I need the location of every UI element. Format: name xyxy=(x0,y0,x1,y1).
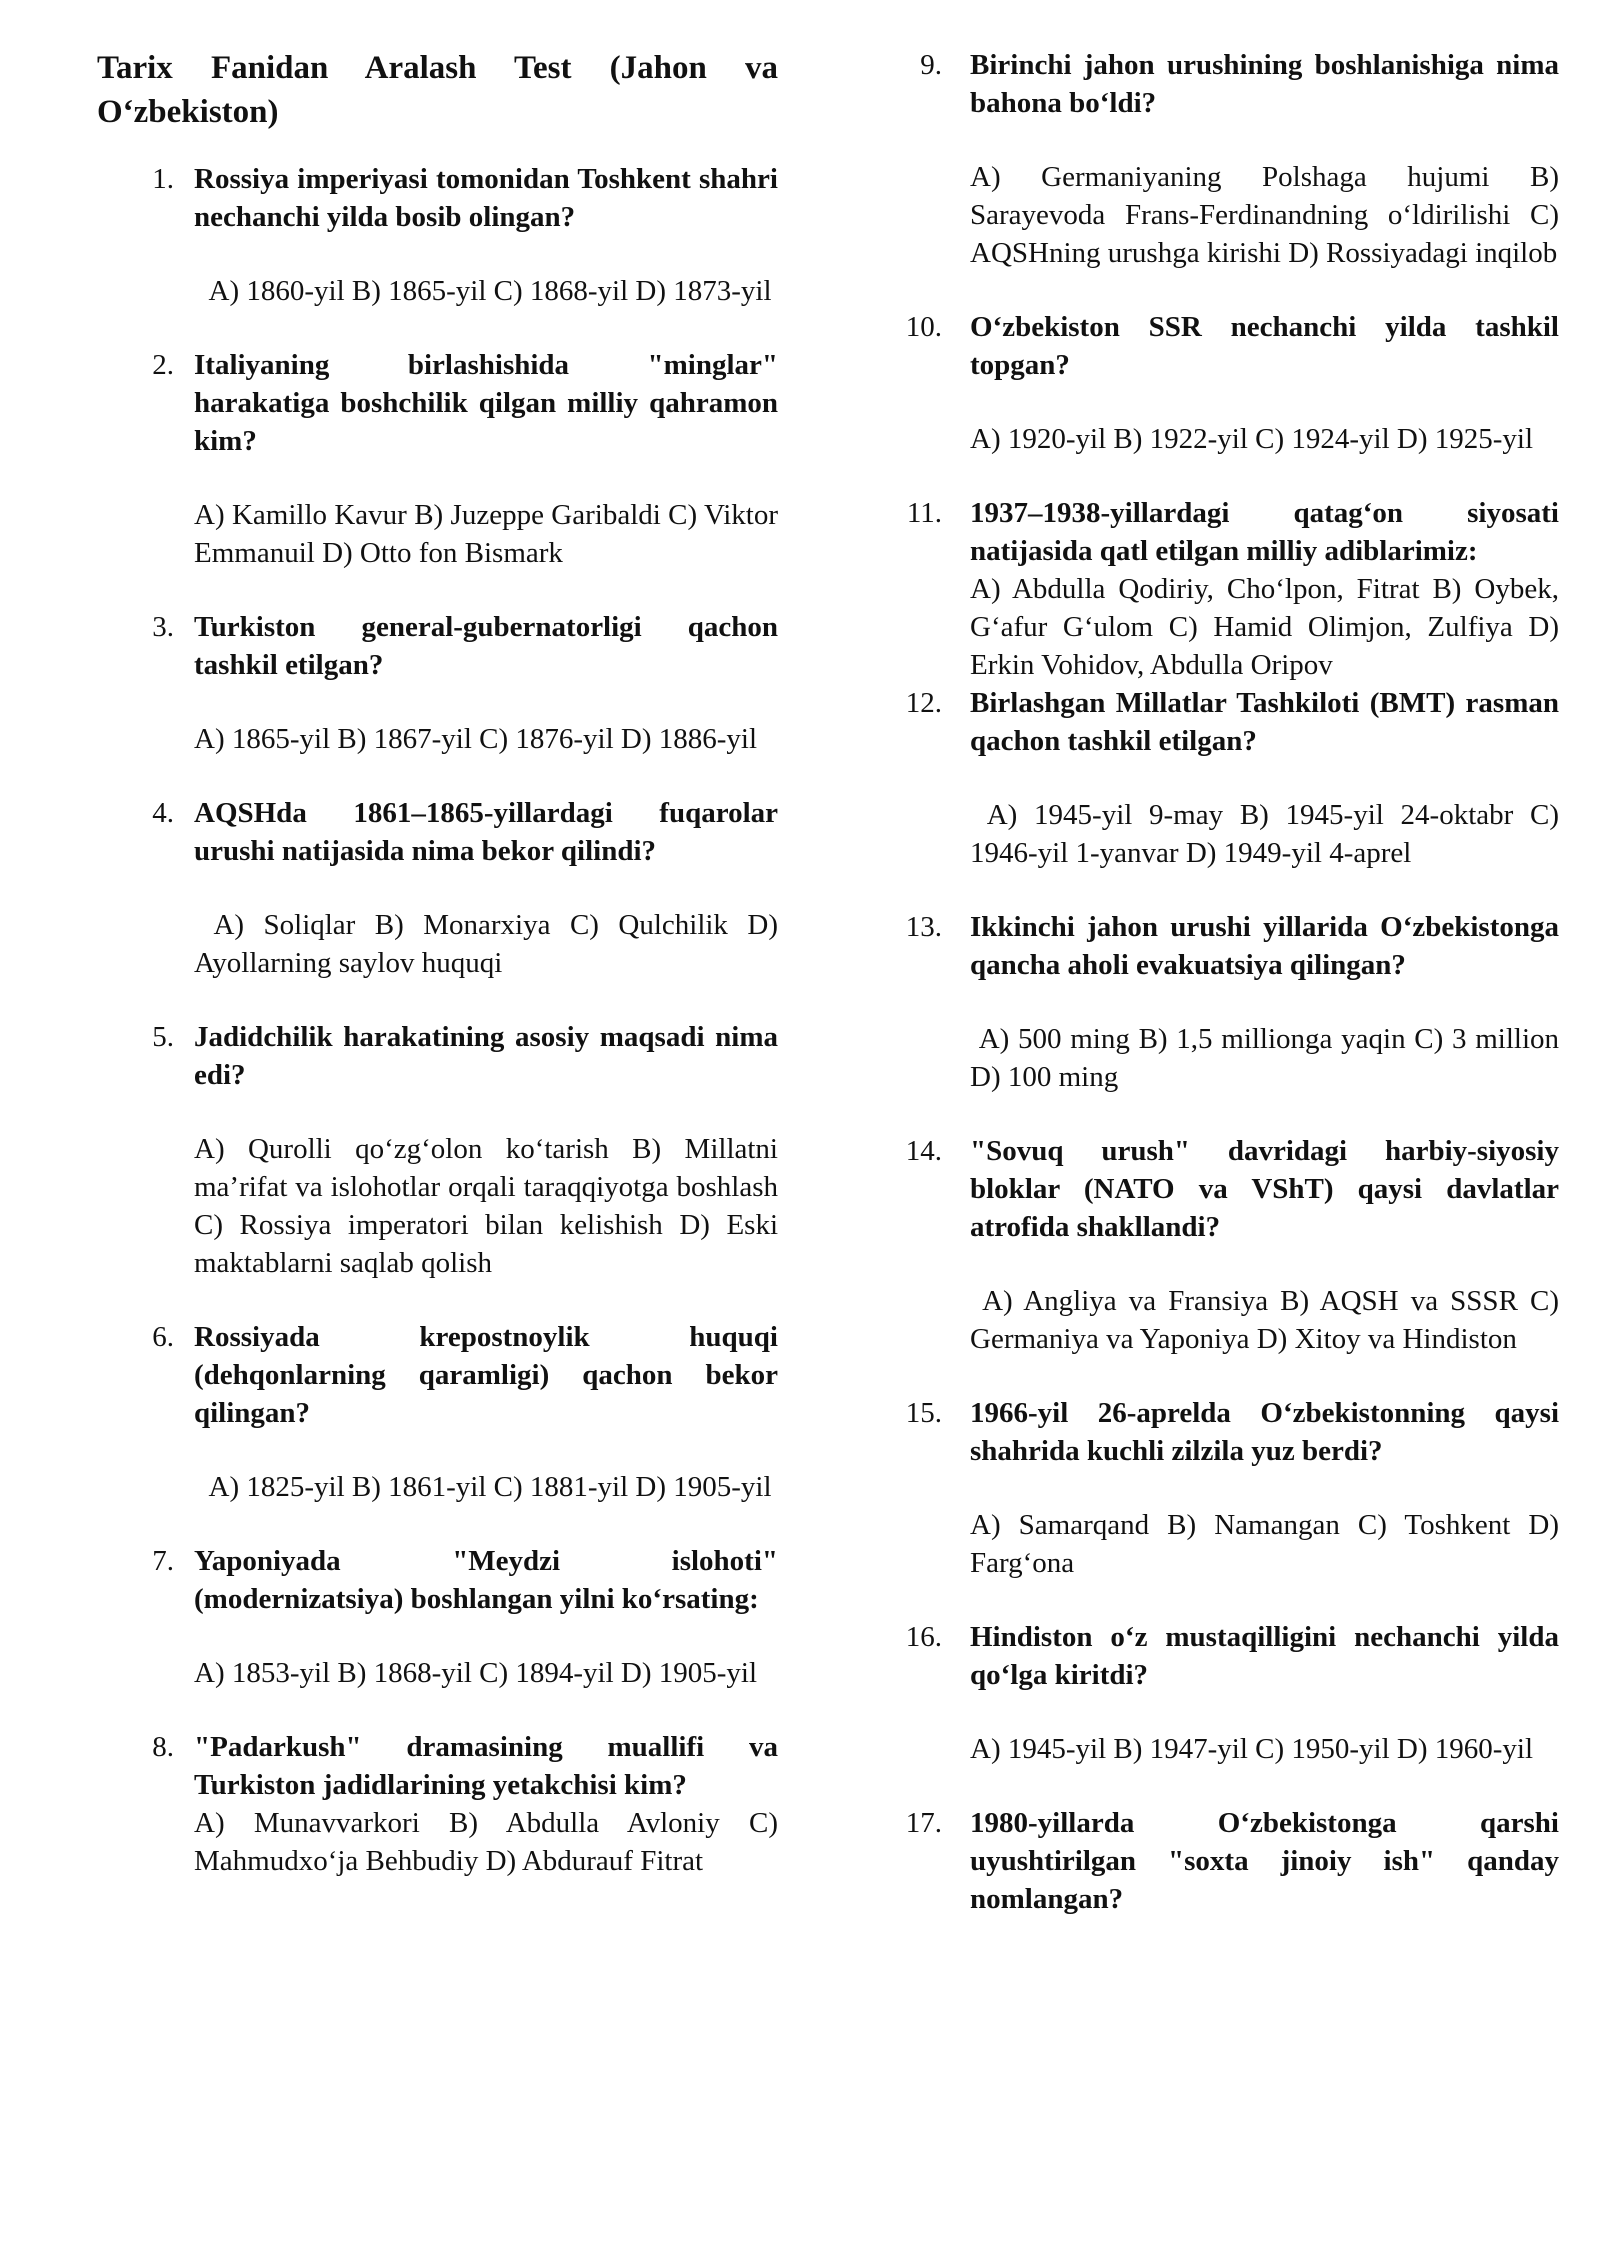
question-text: Hindiston o‘z mustaqilligini nechanchi yilda qo‘lga kiritdi? xyxy=(970,1621,1559,1691)
left-question-list xyxy=(97,160,786,1880)
answer-options: A) 1945-yil B) 1947-yil C) 1950-yil D) 1960-yil xyxy=(970,1733,1534,1765)
question-text: Jadidchilik harakatining asosiy maqsadi nima edi? xyxy=(194,1021,778,1091)
left-column xyxy=(97,46,786,1880)
question-item xyxy=(97,1728,786,1880)
question-number: 9. xyxy=(920,49,942,81)
answer-options: A) 1860-yil B) 1865-yil C) 1868-yil D) 1873-yil xyxy=(194,275,772,307)
question-text: Birinchi jahon urushining boshlanishiga nima bahona bo‘ldi? xyxy=(970,49,1559,119)
question-text: Italiyaning birlashishida "minglar" harakatiga boshchilik qilgan milliy qahramon kim? xyxy=(194,349,778,457)
question-text: Turkiston general-gubernatorligi qachon tashkil etilgan? xyxy=(194,611,778,681)
question-text: Birlashgan Millatlar Tashkiloti (BMT) rasman qachon tashkil etilgan? xyxy=(970,687,1559,757)
question-number: 15. xyxy=(905,1397,942,1429)
right-question-list xyxy=(905,46,1567,1918)
question-text: 1966-yil 26-aprelda O‘zbekistonning qaysi shahrida kuchli zilzila yuz berdi? xyxy=(970,1397,1559,1467)
question-number: 4. xyxy=(152,797,174,829)
question-number: 6. xyxy=(152,1321,174,1353)
question-item xyxy=(905,1804,1559,1918)
question-number: 5. xyxy=(152,1021,174,1053)
answer-options: A) Samarqand B) Namangan C) Toshkent D) Farg‘ona xyxy=(970,1509,1567,1579)
answer-options: A) 1945-yil 9-may B) 1945-yil 24-oktabr C) 1946-yil 1-yanvar D) 1949-yil 4-aprel xyxy=(970,799,1567,869)
question-item xyxy=(905,684,1567,872)
answer-options: A) 1825-yil B) 1861-yil C) 1881-yil D) 1905-yil xyxy=(194,1471,772,1503)
question-item xyxy=(906,494,1567,684)
question-item xyxy=(97,794,784,982)
question-text: O‘zbekiston SSR nechanchi yilda tashkil topgan? xyxy=(970,311,1559,381)
document-title: Tarix Fanidan Aralash Test (Jahon va O‘zbekiston) xyxy=(97,50,778,130)
question-number: 16. xyxy=(905,1621,942,1653)
answer-options: A) 1853-yil B) 1868-yil C) 1894-yil D) 1905-yil xyxy=(194,1657,758,1689)
question-number: 13. xyxy=(905,911,942,943)
answer-options: A) 1920-yil B) 1922-yil C) 1924-yil D) 1925-yil xyxy=(970,423,1534,455)
question-text: Ikkinchi jahon urushi yillarida O‘zbekistonga qancha aholi evakuatsiya qilingan? xyxy=(970,911,1559,981)
question-text: Yaponiyada "Meydzi islohoti" (modernizatsiya) boshlangan yilni ko‘rsating: xyxy=(194,1545,778,1615)
answer-options: A) Qurolli qo‘zg‘olon ko‘tarish B) Millatni ma’rifat va islohotlar orqali taraqqiyotga boshlash C) Rossiya imperatori bilan kelishish D) Eski maktablarni saqlab qolish xyxy=(194,1133,786,1279)
question-text: 1980-yillarda O‘zbekistonga qarshi uyushtirilgan "soxta jinoiy ish" qanday nomlangan? xyxy=(970,1807,1559,1915)
question-text: Rossiyada krepostnoylik huquqi (dehqonlarning qaramligi) qachon bekor qilingan? xyxy=(194,1321,778,1429)
answer-options: A) Kamillo Kavur B) Juzeppe Garibaldi C) Viktor Emmanuil D) Otto fon Bismark xyxy=(194,499,786,569)
question-item xyxy=(905,1618,1559,1768)
question-item xyxy=(97,1318,778,1506)
question-number: 8. xyxy=(152,1731,174,1763)
question-item xyxy=(905,1394,1567,1582)
question-item xyxy=(905,1132,1567,1358)
question-item xyxy=(97,608,778,758)
question-number: 2. xyxy=(152,349,174,381)
question-number: 10. xyxy=(905,311,942,343)
question-number: 7. xyxy=(152,1545,174,1577)
question-text: AQSHda 1861–1865-yillardagi fuqarolar urushi natijasida nima bekor qilindi? xyxy=(194,797,778,867)
question-item xyxy=(97,1018,786,1282)
answer-options: A) Abdulla Qodiriy, Cho‘lpon, Fitrat B) Oybek, G‘afur G‘ulom C) Hamid Olimjon, Zulfiya D) Erkin Vohidov, Abdulla Oripov xyxy=(970,573,1567,681)
question-number: 12. xyxy=(905,687,942,719)
question-item xyxy=(97,160,778,310)
question-text: 1937–1938-yillardagi qatag‘on siyosati natijasida qatl etilgan milliy adiblarimiz: xyxy=(970,497,1559,567)
question-number: 3. xyxy=(152,611,174,643)
answer-options: A) 1865-yil B) 1867-yil C) 1876-yil D) 1886-yil xyxy=(194,723,758,755)
answer-options: A) Munavvarkori B) Abdulla Avloniy C) Mahmudxo‘ja Behbudiy D) Abdurauf Fitrat xyxy=(194,1807,786,1877)
question-item xyxy=(905,908,1567,1096)
answer-options: A) Angliya va Fransiya B) AQSH va SSSR C) Germaniya va Yaponiya D) Xitoy va Hindiston xyxy=(970,1285,1567,1355)
question-item xyxy=(914,46,1567,272)
answer-options: A) 500 ming B) 1,5 millionga yaqin C) 3 million D) 100 ming xyxy=(970,1023,1567,1093)
question-number: 1. xyxy=(152,163,174,195)
question-item xyxy=(905,308,1559,458)
question-text: "Sovuq urush" davridagi harbiy-siyosiy bloklar (NATO va VShT) qaysi davlatlar atrofida shakllandi? xyxy=(970,1135,1559,1243)
question-number: 11. xyxy=(906,497,942,529)
question-text: "Padarkush" dramasining muallifi va Turkiston jadidlarining yetakchisi kim? xyxy=(194,1731,778,1801)
question-number: 14. xyxy=(905,1135,942,1167)
question-item xyxy=(97,346,786,572)
question-text: Rossiya imperiyasi tomonidan Toshkent shahri nechanchi yilda bosib olingan? xyxy=(194,163,778,233)
answer-options: A) Germaniyaning Polshaga hujumi B) Sarayevoda Frans-Ferdinandning o‘ldirilishi C) AQSHning urushga kirishi D) Rossiyadagi inqilob xyxy=(970,161,1567,269)
answer-options: A) Soliqlar B) Monarxiya C) Qulchilik D) Ayollarning saylov huquqi xyxy=(194,909,784,979)
question-number: 17. xyxy=(905,1807,942,1839)
right-column xyxy=(905,46,1567,1954)
question-item xyxy=(97,1542,778,1692)
